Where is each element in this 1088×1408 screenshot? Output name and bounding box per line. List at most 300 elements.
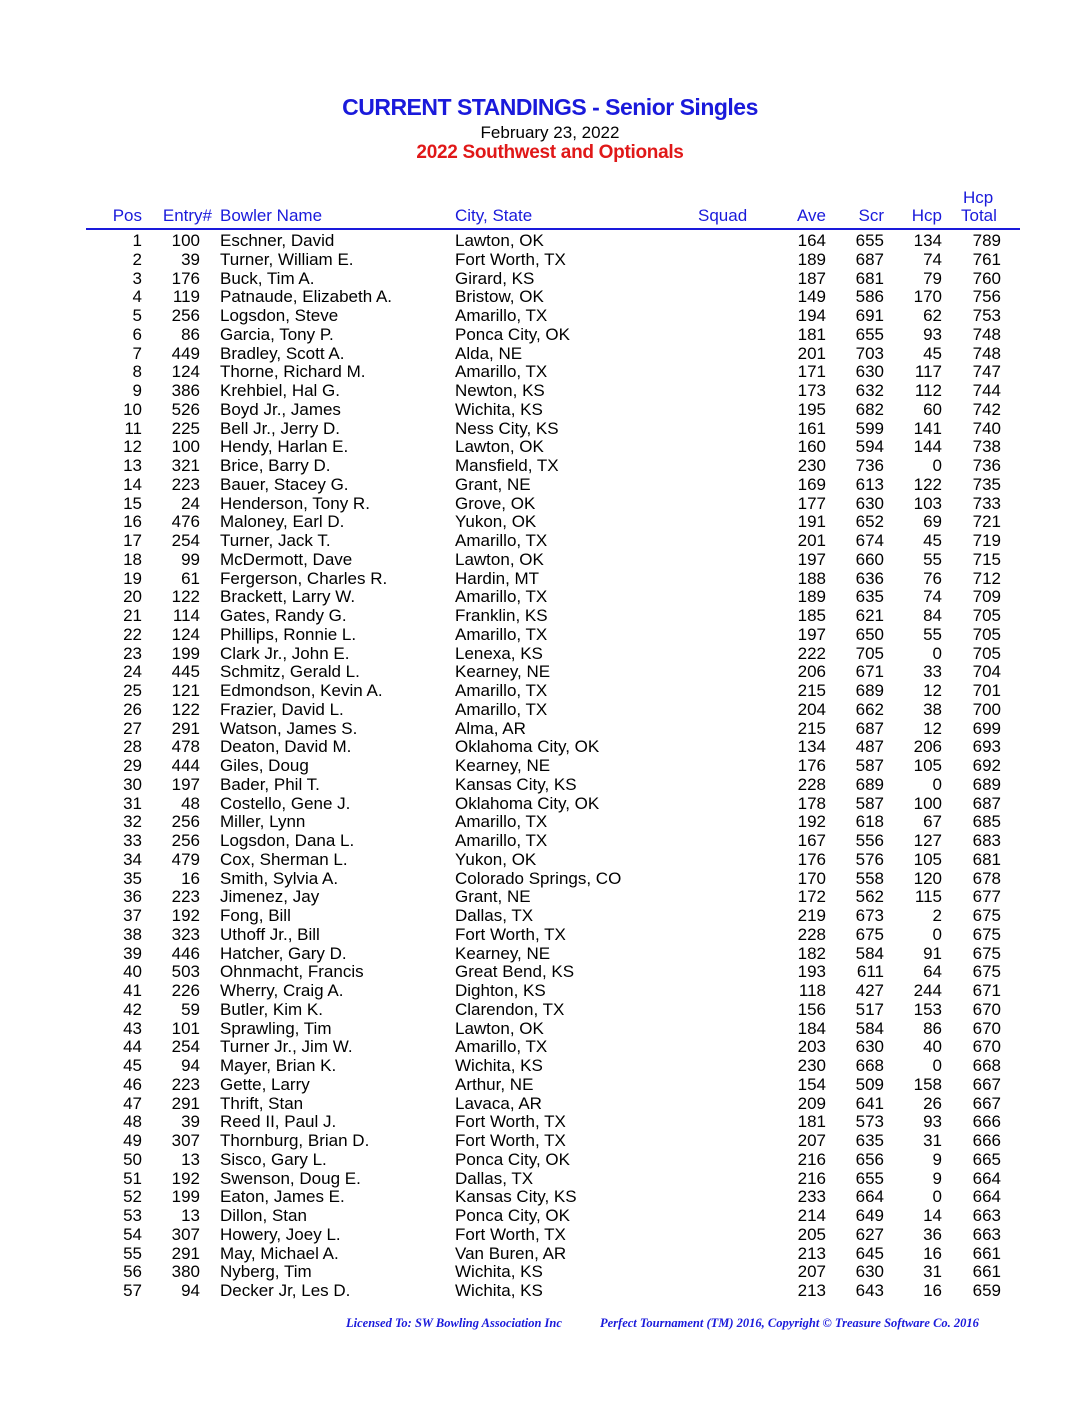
- row-pos: 12: [123, 437, 142, 457]
- table-row: [0, 813, 1088, 832]
- row-hcp: 31: [923, 1131, 942, 1150]
- row-city-state: Fort Worth, TX: [455, 1131, 566, 1150]
- row-hcp-total: 712: [972, 568, 1001, 588]
- row-scr: 675: [855, 924, 884, 944]
- table-row: [0, 588, 1088, 607]
- row-pos: 20: [123, 587, 142, 607]
- row-hcp: 0: [932, 643, 942, 663]
- row-scr: 656: [855, 1149, 884, 1169]
- row-ave: 160: [797, 437, 826, 457]
- row-hcp-total: 678: [972, 868, 1001, 888]
- row-scr: 682: [855, 399, 884, 419]
- row-city-state: Fort Worth, TX: [455, 924, 566, 944]
- row-entry: 478: [171, 737, 200, 757]
- row-ave: 219: [797, 906, 826, 925]
- row-bowler-name: Bader, Phil T.: [220, 774, 320, 794]
- row-ave: 201: [797, 343, 826, 363]
- row-hcp-total: 705: [972, 643, 1001, 663]
- row-city-state: Mansfield, TX: [455, 456, 559, 475]
- row-scr: 618: [855, 812, 884, 832]
- table-row: [0, 682, 1088, 701]
- row-hcp-total: 721: [972, 512, 1001, 532]
- row-hcp-total: 685: [972, 812, 1001, 832]
- row-hcp-total: 666: [972, 1112, 1001, 1132]
- row-hcp-total: 670: [972, 1018, 1001, 1038]
- row-pos: 10: [123, 399, 142, 419]
- table-row: [0, 457, 1088, 476]
- row-hcp-total: 661: [972, 1262, 1001, 1282]
- col-pos: Pos: [112, 206, 142, 225]
- row-entry: 323: [171, 924, 200, 944]
- row-hcp-total: 735: [972, 474, 1001, 494]
- row-city-state: Wichita, KS: [455, 1281, 543, 1300]
- row-scr: 576: [855, 849, 884, 869]
- row-hcp: 117: [914, 362, 942, 382]
- table-row: [0, 1263, 1088, 1282]
- row-scr: 573: [855, 1112, 884, 1132]
- row-hcp-total: 667: [972, 1093, 1001, 1113]
- row-pos: 17: [123, 531, 142, 550]
- row-hcp: 0: [932, 1187, 942, 1207]
- row-entry: 124: [171, 624, 200, 644]
- row-entry: 526: [171, 399, 200, 419]
- row-ave: 230: [797, 456, 826, 475]
- row-city-state: Bristow, OK: [455, 287, 544, 307]
- row-ave: 185: [797, 606, 826, 625]
- row-entry: 291: [171, 718, 200, 738]
- row-bowler-name: Krehbiel, Hal G.: [220, 381, 340, 400]
- row-hcp-total: 693: [972, 737, 1001, 757]
- row-ave: 167: [797, 831, 826, 850]
- row-city-state: Newton, KS: [455, 381, 545, 400]
- row-hcp-total: 683: [972, 831, 1001, 850]
- row-city-state: Ness City, KS: [455, 418, 559, 438]
- row-pos: 48: [123, 1112, 142, 1132]
- table-row: [0, 326, 1088, 345]
- row-hcp: 9: [932, 1168, 942, 1188]
- row-pos: 30: [123, 774, 142, 794]
- row-pos: 25: [123, 681, 142, 700]
- row-scr: 517: [855, 999, 884, 1019]
- row-ave: 230: [797, 1056, 826, 1075]
- row-hcp: 69: [923, 512, 942, 532]
- table-row: [0, 795, 1088, 814]
- row-entry: 307: [171, 1224, 200, 1244]
- row-scr: 671: [855, 662, 884, 682]
- table-row: [0, 401, 1088, 420]
- row-entry: 445: [171, 662, 200, 682]
- row-city-state: Ponca City, OK: [455, 1149, 570, 1169]
- row-city-state: Amarillo, TX: [455, 531, 548, 550]
- row-pos: 3: [132, 268, 142, 288]
- row-bowler-name: Patnaude, Elizabeth A.: [220, 287, 393, 307]
- row-scr: 587: [855, 793, 884, 813]
- row-city-state: Kansas City, KS: [455, 774, 577, 794]
- row-scr: 660: [855, 549, 884, 569]
- row-ave: 222: [797, 643, 826, 663]
- row-pos: 47: [123, 1093, 142, 1113]
- row-pos: 23: [123, 643, 142, 663]
- row-hcp: 74: [923, 249, 942, 269]
- row-city-state: Kearney, NE: [455, 756, 551, 775]
- row-hcp: 55: [923, 624, 942, 644]
- row-entry: 13: [181, 1149, 200, 1169]
- table-row: [0, 776, 1088, 795]
- col-ave: Ave: [797, 206, 826, 225]
- row-ave: 161: [797, 418, 826, 438]
- row-bowler-name: Edmondson, Kevin A.: [220, 681, 383, 700]
- row-hcp: 141: [913, 418, 942, 438]
- row-bowler-name: Reed II, Paul J.: [220, 1112, 337, 1132]
- row-entry: 254: [171, 1037, 200, 1057]
- row-pos: 18: [123, 549, 142, 569]
- row-scr: 691: [855, 306, 884, 325]
- row-city-state: Dighton, KS: [455, 981, 546, 1000]
- table-row: [0, 551, 1088, 570]
- row-city-state: Ponca City, OK: [455, 1206, 570, 1225]
- row-city-state: Great Bend, KS: [455, 962, 575, 982]
- row-entry: 503: [171, 962, 200, 982]
- row-ave: 173: [797, 381, 826, 400]
- table-row: [0, 307, 1088, 326]
- row-entry: 124: [171, 362, 200, 382]
- table-row: [0, 888, 1088, 907]
- row-scr: 635: [855, 587, 884, 607]
- table-row: [0, 832, 1088, 851]
- row-hcp: 153: [913, 999, 942, 1019]
- row-scr: 652: [855, 512, 884, 532]
- row-hcp-total: 663: [972, 1206, 1001, 1225]
- table-row: [0, 1057, 1088, 1076]
- row-bowler-name: Frazier, David L.: [220, 699, 344, 719]
- row-bowler-name: Cox, Sherman L.: [220, 849, 348, 869]
- row-bowler-name: Nyberg, Tim: [220, 1262, 312, 1282]
- row-hcp: 144: [913, 437, 942, 457]
- row-scr: 586: [855, 287, 884, 307]
- row-hcp: 122: [913, 474, 942, 494]
- row-bowler-name: Sisco, Gary L.: [220, 1149, 327, 1169]
- row-city-state: Dallas, TX: [455, 1168, 534, 1188]
- row-hcp-total: 664: [972, 1168, 1001, 1188]
- row-pos: 13: [123, 456, 142, 475]
- table-row: [0, 1020, 1088, 1039]
- row-hcp: 9: [932, 1149, 942, 1169]
- row-hcp-total: 705: [972, 624, 1001, 644]
- row-bowler-name: Turner Jr., Jim W.: [220, 1037, 353, 1057]
- row-city-state: Amarillo, TX: [455, 812, 548, 832]
- row-pos: 38: [123, 924, 142, 944]
- row-pos: 46: [123, 1074, 142, 1094]
- row-entry: 291: [171, 1243, 200, 1263]
- row-entry: 122: [171, 699, 200, 719]
- row-scr: 630: [855, 1037, 884, 1057]
- row-pos: 49: [123, 1131, 142, 1150]
- row-pos: 36: [123, 887, 142, 907]
- row-scr: 650: [855, 624, 884, 644]
- row-hcp-total: 699: [972, 718, 1001, 738]
- table-row: [0, 851, 1088, 870]
- table-row: [0, 1170, 1088, 1189]
- row-pos: 19: [123, 568, 142, 588]
- row-city-state: Lawton, OK: [455, 437, 544, 457]
- row-pos: 5: [132, 306, 142, 325]
- row-bowler-name: Gates, Randy G.: [220, 606, 347, 625]
- row-pos: 9: [132, 381, 142, 400]
- row-bowler-name: Brice, Barry D.: [220, 456, 331, 475]
- row-scr: 558: [855, 868, 884, 888]
- row-city-state: Amarillo, TX: [455, 587, 548, 607]
- row-entry: 256: [171, 306, 200, 325]
- table-row: [0, 607, 1088, 626]
- table-row: [0, 532, 1088, 551]
- row-bowler-name: Smith, Sylvia A.: [220, 868, 339, 888]
- row-scr: 611: [856, 962, 884, 982]
- row-hcp-total: 705: [972, 606, 1001, 625]
- row-entry: 101: [171, 1018, 200, 1038]
- table-row: [0, 757, 1088, 776]
- row-hcp: 84: [923, 606, 942, 625]
- row-entry: 13: [181, 1206, 200, 1225]
- row-city-state: Hardin, MT: [455, 568, 540, 588]
- row-scr: 587: [855, 756, 884, 775]
- row-bowler-name: Gette, Larry: [220, 1074, 310, 1094]
- row-city-state: Wichita, KS: [455, 1262, 543, 1282]
- row-ave: 201: [797, 531, 826, 550]
- row-hcp: 93: [923, 324, 942, 344]
- row-entry: 192: [171, 906, 200, 925]
- row-city-state: Fort Worth, TX: [455, 1112, 566, 1132]
- row-ave: 194: [797, 306, 826, 325]
- row-city-state: Wichita, KS: [455, 399, 543, 419]
- row-ave: 195: [797, 399, 826, 419]
- row-ave: 170: [797, 868, 826, 888]
- row-bowler-name: Uthoff Jr., Bill: [220, 924, 320, 944]
- row-ave: 149: [797, 287, 826, 307]
- row-bowler-name: Bradley, Scott A.: [220, 343, 345, 363]
- table-row: [0, 1001, 1088, 1020]
- row-ave: 181: [797, 324, 826, 344]
- row-bowler-name: Boyd Jr., James: [220, 399, 341, 419]
- row-entry: 59: [181, 999, 200, 1019]
- row-hcp: 55: [923, 549, 942, 569]
- row-hcp: 62: [923, 306, 942, 325]
- row-pos: 11: [124, 418, 142, 438]
- row-city-state: Lawton, OK: [455, 1018, 544, 1038]
- row-scr: 662: [855, 699, 884, 719]
- standings-table: [0, 232, 1088, 1301]
- row-scr: 487: [855, 737, 884, 757]
- row-hcp-total: 747: [972, 362, 1001, 382]
- row-scr: 627: [855, 1224, 884, 1244]
- row-hcp: 91: [923, 943, 942, 963]
- row-scr: 509: [855, 1074, 884, 1094]
- row-hcp: 16: [923, 1243, 942, 1263]
- col-scr: Scr: [858, 206, 884, 225]
- row-bowler-name: Costello, Gene J.: [220, 793, 351, 813]
- row-ave: 171: [797, 362, 826, 382]
- row-hcp: 0: [932, 456, 942, 475]
- page-title: CURRENT STANDINGS - Senior Singles: [342, 94, 758, 120]
- table-row: [0, 982, 1088, 1001]
- row-ave: 203: [797, 1037, 826, 1057]
- table-row: [0, 232, 1088, 251]
- row-pos: 35: [123, 868, 142, 888]
- row-hcp: 120: [913, 868, 942, 888]
- row-pos: 33: [123, 831, 142, 850]
- row-scr: 655: [855, 231, 884, 250]
- row-ave: 213: [797, 1243, 826, 1263]
- row-hcp-total: 665: [972, 1149, 1001, 1169]
- row-pos: 52: [123, 1187, 142, 1207]
- row-bowler-name: Clark Jr., John E.: [220, 643, 350, 663]
- row-city-state: Yukon, OK: [455, 849, 537, 869]
- row-entry: 321: [171, 456, 200, 475]
- row-bowler-name: Schmitz, Gerald L.: [220, 662, 360, 682]
- row-entry: 99: [181, 549, 200, 569]
- row-hcp: 38: [923, 699, 942, 719]
- row-pos: 54: [123, 1224, 142, 1244]
- row-hcp-total: 748: [972, 343, 1001, 363]
- row-scr: 705: [855, 643, 884, 663]
- row-bowler-name: Fergerson, Charles R.: [220, 568, 388, 588]
- row-hcp-total: 760: [972, 268, 1001, 288]
- row-ave: 181: [797, 1112, 826, 1132]
- row-hcp-total: 670: [972, 1037, 1001, 1057]
- row-hcp-total: 704: [972, 662, 1001, 682]
- row-hcp: 170: [913, 287, 942, 307]
- row-hcp-total: 675: [972, 962, 1001, 982]
- row-city-state: Oklahoma City, OK: [455, 793, 600, 813]
- row-bowler-name: Eschner, David: [220, 231, 335, 250]
- row-hcp-total: 671: [972, 981, 1001, 1000]
- row-scr: 635: [855, 1131, 884, 1150]
- row-entry: 16: [181, 868, 200, 888]
- row-hcp-total: 664: [972, 1187, 1001, 1207]
- row-hcp: 103: [913, 493, 942, 513]
- table-row: [0, 701, 1088, 720]
- row-city-state: Lawton, OK: [455, 549, 544, 569]
- row-city-state: Franklin, KS: [455, 606, 548, 625]
- row-scr: 687: [855, 249, 884, 269]
- row-entry: 61: [181, 568, 200, 588]
- row-hcp-total: 681: [972, 849, 1001, 869]
- row-bowler-name: Swenson, Doug E.: [220, 1168, 361, 1188]
- row-scr: 599: [855, 418, 884, 438]
- row-bowler-name: Fong, Bill: [220, 906, 291, 925]
- col-bowler-name: Bowler Name: [220, 206, 323, 225]
- table-row: [0, 345, 1088, 364]
- row-bowler-name: Thorne, Richard M.: [220, 362, 366, 382]
- row-pos: 21: [123, 606, 142, 625]
- row-ave: 204: [797, 699, 826, 719]
- row-bowler-name: Brackett, Larry W.: [220, 587, 356, 607]
- row-bowler-name: Sprawling, Tim: [220, 1018, 332, 1038]
- row-entry: 291: [171, 1093, 200, 1113]
- row-city-state: Amarillo, TX: [455, 306, 548, 325]
- row-city-state: Amarillo, TX: [455, 699, 548, 719]
- row-bowler-name: McDermott, Dave: [220, 549, 353, 569]
- row-entry: 100: [171, 437, 200, 457]
- row-hcp: 31: [923, 1262, 942, 1282]
- row-hcp: 158: [913, 1074, 942, 1094]
- row-city-state: Lawton, OK: [455, 231, 544, 250]
- row-entry: 114: [172, 606, 200, 625]
- row-scr: 645: [855, 1243, 884, 1263]
- row-city-state: Oklahoma City, OK: [455, 737, 600, 757]
- row-scr: 668: [855, 1056, 884, 1075]
- row-hcp-total: 733: [972, 493, 1001, 513]
- row-entry: 254: [171, 531, 200, 550]
- row-bowler-name: Henderson, Tony R.: [220, 493, 370, 513]
- row-city-state: Colorado Springs, CO: [455, 868, 622, 888]
- row-bowler-name: Deaton, David M.: [220, 737, 352, 757]
- row-scr: 687: [855, 718, 884, 738]
- row-pos: 44: [123, 1037, 142, 1057]
- row-entry: 479: [171, 849, 200, 869]
- row-entry: 446: [171, 943, 200, 963]
- table-row: [0, 738, 1088, 757]
- row-city-state: Fort Worth, TX: [455, 1224, 566, 1244]
- row-hcp-total: 670: [972, 999, 1001, 1019]
- row-scr: 427: [855, 981, 884, 1000]
- row-city-state: Grove, OK: [455, 493, 536, 513]
- row-ave: 134: [797, 737, 826, 757]
- row-bowler-name: Mayer, Brian K.: [220, 1056, 337, 1075]
- row-city-state: Amarillo, TX: [455, 831, 548, 850]
- row-bowler-name: Thornburg, Brian D.: [220, 1131, 370, 1150]
- row-bowler-name: Maloney, Earl D.: [220, 512, 345, 532]
- row-entry: 449: [171, 343, 200, 363]
- table-row: [0, 438, 1088, 457]
- table-row: [0, 1113, 1088, 1132]
- row-city-state: Alma, AR: [455, 718, 526, 738]
- row-ave: 207: [797, 1131, 826, 1150]
- row-hcp: 74: [923, 587, 942, 607]
- row-hcp-total: 700: [972, 699, 1001, 719]
- row-ave: 209: [797, 1093, 826, 1113]
- row-hcp-total: 738: [972, 437, 1001, 457]
- row-entry: 192: [171, 1168, 200, 1188]
- row-bowler-name: Eaton, James E.: [220, 1187, 345, 1207]
- row-scr: 630: [855, 493, 884, 513]
- row-pos: 39: [123, 943, 142, 963]
- row-hcp: 45: [923, 343, 942, 363]
- row-pos: 37: [123, 906, 142, 925]
- row-bowler-name: Garcia, Tony P.: [220, 324, 334, 344]
- row-hcp: 0: [932, 924, 942, 944]
- row-pos: 24: [123, 662, 142, 682]
- row-scr: 556: [855, 831, 884, 850]
- row-entry: 307: [171, 1131, 200, 1150]
- row-hcp-total: 748: [972, 324, 1001, 344]
- row-entry: 226: [171, 981, 200, 1000]
- row-bowler-name: Miller, Lynn: [220, 812, 306, 832]
- table-row: [0, 513, 1088, 532]
- row-ave: 169: [797, 474, 826, 494]
- row-city-state: Arthur, NE: [455, 1074, 534, 1094]
- row-pos: 34: [123, 849, 142, 869]
- row-hcp-total: 692: [972, 756, 1001, 775]
- row-hcp-total: 715: [972, 549, 1001, 569]
- row-pos: 8: [132, 362, 142, 382]
- row-entry: 86: [181, 324, 200, 344]
- row-hcp-total: 675: [972, 924, 1001, 944]
- row-pos: 16: [123, 512, 142, 532]
- row-city-state: Lenexa, KS: [455, 643, 543, 663]
- row-bowler-name: Logsdon, Steve: [220, 306, 339, 325]
- row-bowler-name: Ohnmacht, Francis: [220, 962, 364, 982]
- row-hcp-total: 744: [972, 381, 1001, 400]
